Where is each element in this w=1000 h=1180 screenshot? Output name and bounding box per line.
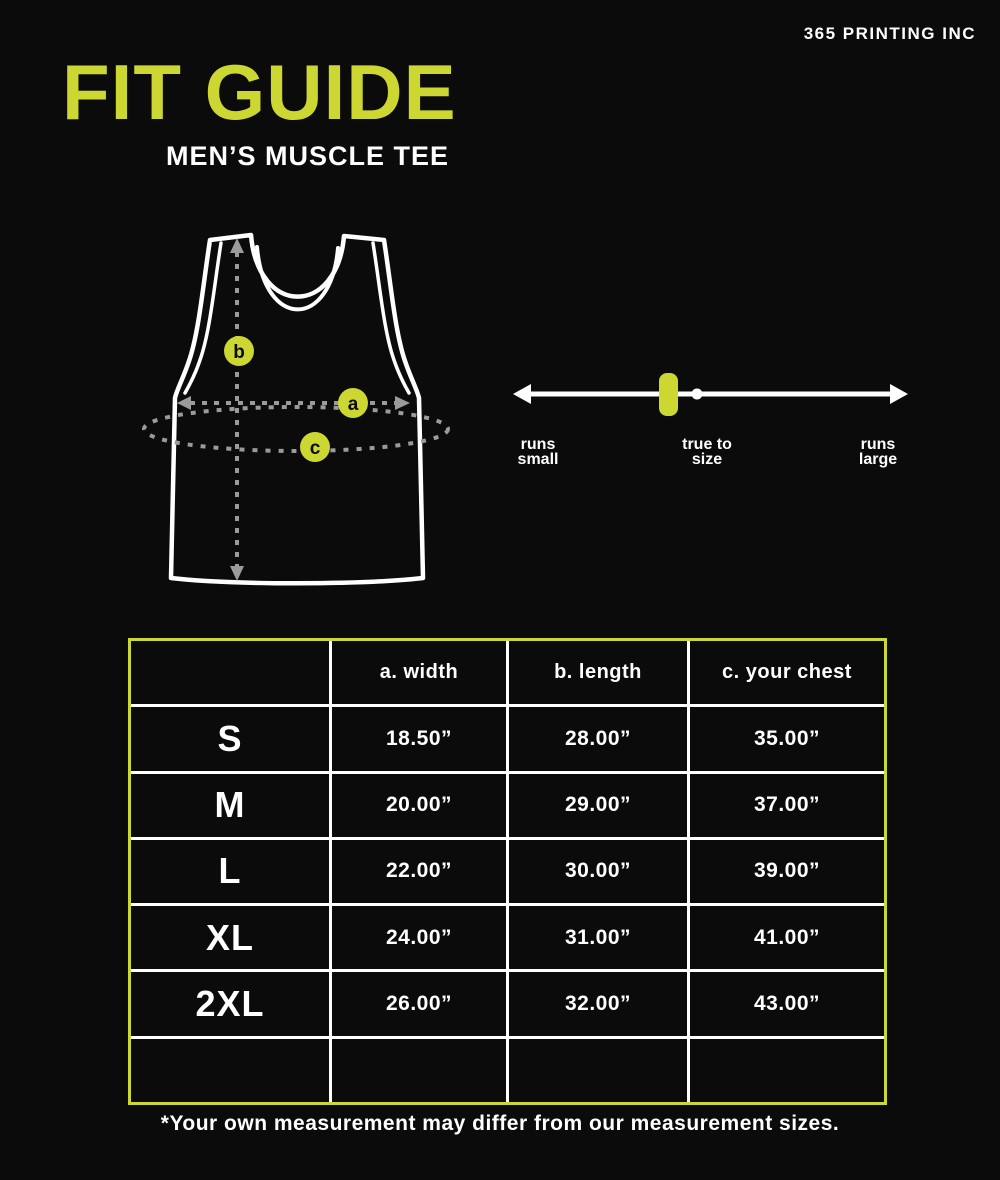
length-cell: 31.00” bbox=[509, 906, 687, 969]
size-cell: L bbox=[131, 840, 329, 903]
size-cell: 2XL bbox=[131, 972, 329, 1035]
chest-cell: 35.00” bbox=[690, 707, 884, 770]
chest-cell: 41.00” bbox=[690, 906, 884, 969]
header-cell-width: a. width bbox=[332, 641, 506, 704]
tee-outline bbox=[171, 235, 423, 583]
header-cell-blank bbox=[131, 641, 329, 704]
fit-scale bbox=[500, 365, 920, 425]
fit-scale-arrow bbox=[513, 384, 908, 404]
marker-a-label: a bbox=[347, 394, 359, 415]
label-line: runs bbox=[520, 436, 556, 453]
brand-name: 365 PRINTING INC bbox=[803, 24, 976, 43]
left-armhole-trim bbox=[185, 243, 221, 393]
size-cell: M bbox=[131, 774, 329, 837]
page-subtitle: MEN’S MUSCLE TEE bbox=[166, 141, 450, 171]
label-line: runs bbox=[860, 436, 896, 453]
label-line: true to bbox=[682, 436, 732, 453]
width-cell: 18.50” bbox=[332, 707, 506, 770]
header-cell-chest: c. your chest bbox=[690, 641, 884, 704]
size-cell: S bbox=[131, 707, 329, 770]
length-cell: 28.00” bbox=[509, 707, 687, 770]
length-cell: 29.00” bbox=[509, 774, 687, 837]
chest-cell: 43.00” bbox=[690, 972, 884, 1035]
size-table bbox=[128, 638, 887, 1105]
marker-c-label: c bbox=[309, 438, 321, 459]
collar-band bbox=[257, 247, 338, 309]
label-line: large bbox=[858, 451, 898, 468]
label-line: small bbox=[517, 451, 559, 468]
length-cell: 32.00” bbox=[509, 972, 687, 1035]
right-armhole-trim bbox=[373, 243, 409, 393]
footnote: *Your own measurement may differ from our measurement sizes. bbox=[160, 1112, 840, 1135]
marker-c bbox=[300, 432, 330, 462]
empty-cell bbox=[509, 1039, 687, 1102]
page-title: FIT GUIDE bbox=[62, 48, 457, 136]
empty-cell bbox=[131, 1039, 329, 1102]
marker-b bbox=[224, 336, 254, 366]
header-cell-length: b. length bbox=[509, 641, 687, 704]
fit-scale-indicator bbox=[659, 373, 678, 416]
chest-ellipse-guide bbox=[144, 407, 448, 451]
fit-scale-label-runs-small bbox=[518, 437, 559, 467]
fit-scale-dot bbox=[692, 389, 703, 400]
chest-cell: 39.00” bbox=[690, 840, 884, 903]
label-line: size bbox=[691, 451, 723, 468]
fit-scale-label-true-to-size bbox=[682, 437, 732, 467]
width-cell: 20.00” bbox=[332, 774, 506, 837]
marker-b-label: b bbox=[233, 342, 245, 363]
empty-cell bbox=[690, 1039, 884, 1102]
width-cell: 24.00” bbox=[332, 906, 506, 969]
muscle-tee-diagram bbox=[130, 225, 470, 605]
empty-cell bbox=[332, 1039, 506, 1102]
length-cell: 30.00” bbox=[509, 840, 687, 903]
fit-scale-label-runs-large bbox=[859, 437, 897, 467]
width-cell: 26.00” bbox=[332, 972, 506, 1035]
width-cell: 22.00” bbox=[332, 840, 506, 903]
chest-cell: 37.00” bbox=[690, 774, 884, 837]
size-cell: XL bbox=[131, 906, 329, 969]
marker-a bbox=[338, 388, 368, 418]
width-arrow bbox=[177, 396, 410, 410]
